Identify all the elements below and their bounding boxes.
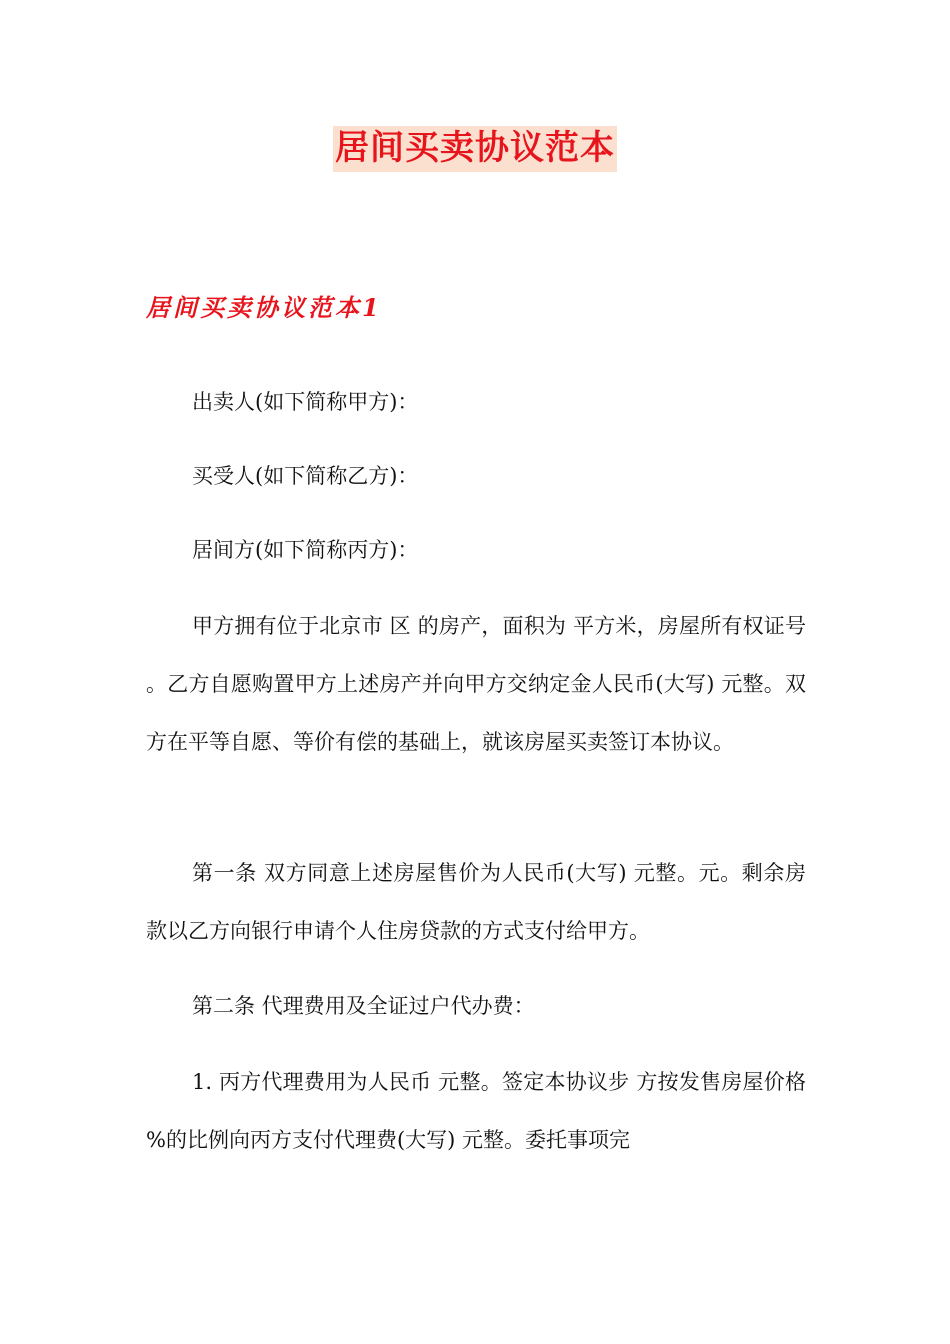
document-title — [0, 126, 950, 172]
seller-line: 出卖人(如下简称甲方)： — [192, 390, 419, 414]
intermediary-line: 居间方(如下简称丙方)： — [192, 538, 419, 562]
article-two-title: 第二条 代理费用及全证过户代办费： — [192, 994, 535, 1018]
section-heading: 居间买卖协议范本1 — [146, 293, 382, 322]
document-title-text: 居间买卖协议范本 — [333, 126, 617, 172]
buyer-line: 买受人(如下简称乙方)： — [192, 464, 419, 488]
article-two-item-one: 1. 丙方代理费用为人民币 元整。签定本协议步 方按发售房屋价格 %的比例向丙方支付代理费(大写) 元整。委托事项完 — [146, 1070, 806, 1152]
article-one-paragraph: 第一条 双方同意上述房屋售价为人民币(大写) 元整。元。剩余房款以乙方向银行申请个人住房贷款的方式支付给甲方。 — [146, 861, 806, 943]
intro-paragraph: 甲方拥有位于北京市 区 的房产，面积为 平方米，房屋所有权证号 。乙方自愿购置甲方上述房产并向甲方交纳定金人民币(大写) 元整。双方在平等自愿、等价有偿的基础上，就该房屋买卖签订本协议。 — [146, 614, 806, 754]
